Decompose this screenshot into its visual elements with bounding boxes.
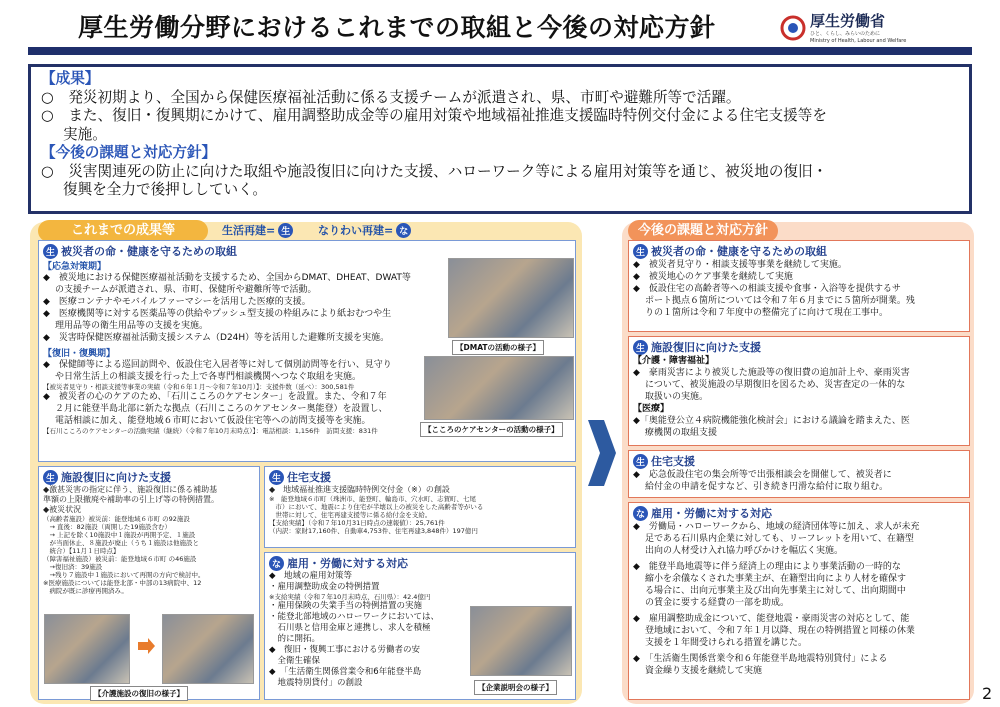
list-item: ◆ 地域の雇用対策等 (269, 571, 353, 581)
category-label: 【介護・障害福祉】 (633, 356, 715, 366)
list-item-cont: 療機関の取組支援 (645, 428, 718, 438)
list-note: 世帯に対して、住宅再建支援等に係る給付金を支給。 (269, 511, 432, 519)
list-item: ◆ 豪雨災害により被災した施設等の復旧費の追加計上や、豪雨災害 (633, 368, 910, 378)
list-item-cont: ポート拠点６箇所については令和７年６月までに５箇所が開業。残 (645, 296, 915, 306)
list-item-cont: 理用品等の衛生用品等の支援を実施。 (55, 321, 209, 331)
list-item-cont: る場合に、出向元事業主及び出向先事業主に対して、出向期間中 (645, 586, 906, 596)
livelihood-badge-icon: な (269, 556, 284, 571)
summary-item-cont: 実施。 (63, 125, 107, 143)
list-item: ◆ 被災者見守り・相談支援等事業を継続して実施。 (633, 260, 847, 270)
summary-item-cont: 復興を全力で後押ししていく。 (63, 181, 268, 198)
rbox-health-title (633, 243, 965, 259)
list-item: ◆「奥能登公立４病院機能強化検討会」における議論を踏まえた、医 (633, 416, 910, 426)
ministry-logo (780, 10, 906, 45)
list-item: ◆ 雇用調整助成金について、能登地震・豪雨災害の対応として、能 (633, 614, 910, 624)
list-item-cont: 石川県と信用金庫と連携し、求人を積極 (269, 623, 431, 633)
legend-life-label: 生活再建= (222, 224, 276, 237)
list-item-cont: 資金繰り支援を継続して実施 (645, 666, 763, 676)
life-badge-icon: 生 (633, 340, 648, 355)
status-line: → 上記を除く10施設中１施設が再開予定、１施設 (43, 531, 196, 539)
list-item-cont: 取扱いの実施。 (645, 392, 709, 402)
list-item: ◆ 災害時保健医療福祉活動支援システム（D24H）等を活用した避難所支援を実施。 (43, 333, 390, 343)
list-item: ◆ 被災地における保健医療福祉活動を支援するため、全国からDMAT、DHEAT、DWAT等 (43, 273, 411, 283)
rbox-housing-title (633, 453, 965, 469)
stat-note: ※支給実績（令和７年10月末時点、石川県）：42.4億円 (269, 593, 431, 601)
box-title-text: 雇用・労働に対する対応 (651, 507, 772, 520)
list-item-cont: 登地域において、令和７年１月以降、現在の特例措置と同様の休業 (645, 626, 915, 636)
box-facility-title (43, 469, 255, 485)
life-badge-icon: 生 (278, 223, 293, 238)
care-center-photo (424, 356, 574, 420)
list-item: ◆ 「生活衛生関係営業令和６年能登半島地震特別貸付」による (633, 654, 888, 664)
list-item-cont: 電話相談に加え、能登地域６市町において仮設住宅等への訪問支援等を実施。 (55, 416, 371, 426)
list-item-cont: 給付金の申請を促すなど、引き続き円滑な給付に取り組む。 (645, 482, 889, 492)
list-item: ◆激甚災害の指定に伴う、施設復旧に係る補助基 (43, 485, 218, 494)
photo-caption: 【こころのケアセンターの活動の様子】 (420, 422, 563, 437)
header-bar (28, 47, 972, 55)
list-item: ◆ 保健師等による巡回訪問や、仮設住宅入居者等に対して個別訪問等を行い、見守り (43, 360, 392, 370)
list-item-cont: の賃金に要する経費の一部を助成。 (645, 598, 790, 608)
legend-livelihood (318, 222, 411, 238)
box-title-text: 施設復旧に向けた支援 (61, 471, 171, 484)
page-title: 厚生労働分野におけるこれまでの取組と今後の対応方針 (78, 13, 716, 42)
box-title-text: 住宅支援 (287, 471, 331, 484)
status-line: （障害福祉施設）被災前：能登地域６市町 の46施設 (43, 555, 197, 563)
list-item: ◆被災状況 (43, 505, 82, 514)
stat-note: 【支給実績】（令和７年10月31日時点の速報値）：25,761件 (269, 519, 445, 527)
photo-caption: 【介護施設の復旧の様子】 (90, 686, 188, 701)
facility-after-photo (162, 614, 254, 684)
list-item: ・雇用保険の失業手当の特例措置の実施 (269, 601, 423, 611)
summary-box (28, 64, 972, 214)
list-item-cont: 準額の上限撤廃や補助率の引上げ等の特例措置。 (43, 495, 219, 504)
status-line: →復旧済：39施設 (43, 563, 103, 571)
list-item-cont: ２月に能登半島北部に新たな拠点（石川こころのケアセンター奥能登）を設置し、 (55, 404, 388, 414)
summary-heading-future: 【今後の課題と対応方針】 (41, 144, 217, 161)
box-employment-title (269, 555, 461, 571)
list-item: ◆ 被災者の心のケアのため、「石川こころのケアセンター」を設置。また、令和７年 (43, 392, 387, 402)
list-item-cont: や日常生活上の相談支援を行った上で各専門相談機関へつなぐ取組を実施。 (55, 372, 362, 382)
list-item-cont: 出向の人材受け入れ協力呼びかけを幅広く実施。 (645, 546, 844, 556)
list-item: ◆ 「生活衛生関係営業令和6年能登半島 (269, 667, 422, 677)
status-line: → 直後：82施設（両開した19施設含む） (43, 523, 172, 531)
list-item: ・能登北部地域のハローワークにおいては、 (269, 612, 440, 622)
left-panel-heading: これまでの成果等 (38, 220, 208, 242)
life-badge-icon: 生 (633, 244, 648, 259)
summary-heading-results: 【成果】 (41, 70, 100, 87)
list-item: ◆ 仮設住宅の高齢者等への相談支援や食事・入浴等を提供するサ (633, 284, 901, 294)
status-line: →残り７施設中１施設において再開の方向で検討中。 (43, 571, 205, 579)
list-item-cont: の支援チームが派遣され、県、市町、保健所や避難所等で活動。 (55, 285, 317, 295)
summary-item: ○ 発災初期より、全国から保健医療福祉活動に係る支援チームが派遣され、県、市町や避難所等で活躍。 (41, 88, 741, 106)
stat-note: 【被災者見守り・相談支援等事業の実績（令和６年１月～令和７年10月）】：支援件数（延べ）：300,581件 (43, 383, 355, 391)
list-item: ◆ 医療機関等に対する医薬品等の供給やプッシュ型支援の枠組みにより紙おむつや生 (43, 309, 392, 319)
status-line: ※医療施設については能登北部・中部の13病院中、12 (43, 579, 202, 587)
status-line: （高齢者施設）被災前：能登地域６市町 の92施設 (43, 515, 190, 523)
legend-livelihood-label: なりわい再建= (318, 224, 394, 237)
logo-tagline: ひと、くらし、みらいのために (810, 31, 881, 37)
phase-label: 【応急対策期】 (43, 262, 107, 272)
job-fair-photo (470, 606, 572, 676)
rbox-health (628, 240, 970, 332)
life-badge-icon: 生 (43, 470, 58, 485)
box-health-title (43, 243, 571, 259)
list-item: ◆ 能登半島地震等に伴う経済上の理由により事業活動の一時的な (633, 562, 901, 572)
right-panel-heading: 今後の課題と対応方針 (628, 220, 778, 242)
ministry-logo-icon (780, 15, 806, 41)
list-item-cont: 地震特別貸付」の創設 (269, 678, 363, 688)
photo-caption: 【DMATの活動の様子】 (452, 340, 544, 355)
status-line: 病院が既に診療再開済み。 (43, 587, 128, 595)
dmat-photo (448, 258, 574, 338)
rbox-facility-title (633, 339, 965, 355)
logo-tagline-en: Ministry of Health, Labour and Welfare (810, 38, 907, 44)
phase-label: 【復旧・復興期】 (43, 349, 116, 359)
rbox-housing (628, 450, 970, 498)
list-item-cont: について、被災施設の早期復旧を図るため、災害査定の一体的な (645, 380, 906, 390)
list-item: ◆ 地域福祉推進支援臨時特例交付金（※）の創設 (269, 485, 450, 494)
list-item: ◆ 復旧・復興工事における労働者の安 (269, 645, 421, 655)
list-item: ◆ 被災地心のケア事業を継続して実施 (633, 272, 793, 282)
summary-item: ○ また、復旧・復興期にかけて、雇用調整助成金等の雇用対策や地域福祉推進支援臨時特例交付金による住宅支援等を (41, 107, 827, 124)
chevron-right-icon (586, 418, 618, 488)
rbox-employment-title (633, 505, 965, 521)
list-item-cont: 縮小を余儀なくされた事業主が、在籍型出向により人材を確保す (645, 574, 907, 584)
logo-name: 厚生労働省 (810, 12, 886, 30)
box-title-text: 被災者の命・健康を守るための取組 (61, 245, 237, 258)
rbox-employment (628, 502, 970, 700)
livelihood-badge-icon: な (633, 506, 648, 521)
summary-item: ○ 災害関連死の防止に向けた取組や施設復旧に向けた支援、ハローワーク等による雇用対策等を通じ、被災地の復旧・ (41, 162, 828, 180)
list-item: ・雇用調整助成金の特例措置 (269, 582, 380, 592)
list-item-cont: 的に開拓。 (269, 634, 321, 644)
life-badge-icon: 生 (633, 454, 648, 469)
list-item-cont: 足である石川県内企業に対しても、リーフレットを用いて、在籍型 (645, 534, 914, 544)
list-item-cont: 支援を１年間受けられる措置を講じた。 (645, 638, 808, 648)
page-number: 2 (982, 684, 993, 703)
rbox-facility (628, 336, 970, 446)
box-housing (264, 466, 576, 548)
arrow-right-icon (136, 636, 156, 656)
livelihood-badge-icon: な (396, 223, 411, 238)
photo-caption: 【企業説明会の様子】 (474, 680, 557, 695)
list-item: ◆ 労働局・ハローワークから、地域の経済団体等に加え、求人が未充 (633, 522, 920, 532)
list-item-cont: 全衛生確保 (269, 656, 321, 666)
box-title-text: 施設復旧に向けた支援 (651, 341, 761, 354)
stat-note: （内訳：家財17,160件、自動車4,753件、住宅再建3,848件）197億円 (269, 527, 478, 535)
list-item: ◆ 応急仮設住宅の集会所等で出張相談会を開催して、被災者に (633, 470, 892, 480)
list-note: ※ 能登地域６市町（珠洲市、能登町、輪島市、穴水町、志賀町、七尾 (269, 495, 476, 503)
box-title-text: 被災者の命・健康を守るための取組 (651, 245, 827, 258)
life-badge-icon: 生 (269, 470, 284, 485)
list-item-cont: りの１箇所は令和７年度中の整備完了に向けて現在工事中。 (645, 308, 889, 318)
status-line: 統合）【11月１日時点】 (43, 547, 120, 555)
box-housing-title (269, 469, 571, 485)
facility-before-photo (44, 614, 130, 684)
box-title-text: 住宅支援 (651, 455, 695, 468)
stat-note: 【石川こころのケアセンターの活動実績（継続）（令和７年10月末時点）】：電話相談：1,156件 訪問支援：831件 (43, 427, 378, 435)
list-item: ◆ 医療コンテナやモバイルファーマシーを活用した医療的支援。 (43, 297, 311, 307)
status-line: が当面休止、８施設が廃止（うち１施設は他施設と (43, 539, 199, 547)
list-note: 市）において、地震により住宅が半壊以上の被災をした高齢者等がいる (269, 503, 484, 511)
box-title-text: 雇用・労働に対する対応 (287, 557, 408, 570)
category-label: 【医療】 (633, 404, 670, 414)
legend-life (222, 222, 293, 238)
life-badge-icon: 生 (43, 244, 58, 259)
